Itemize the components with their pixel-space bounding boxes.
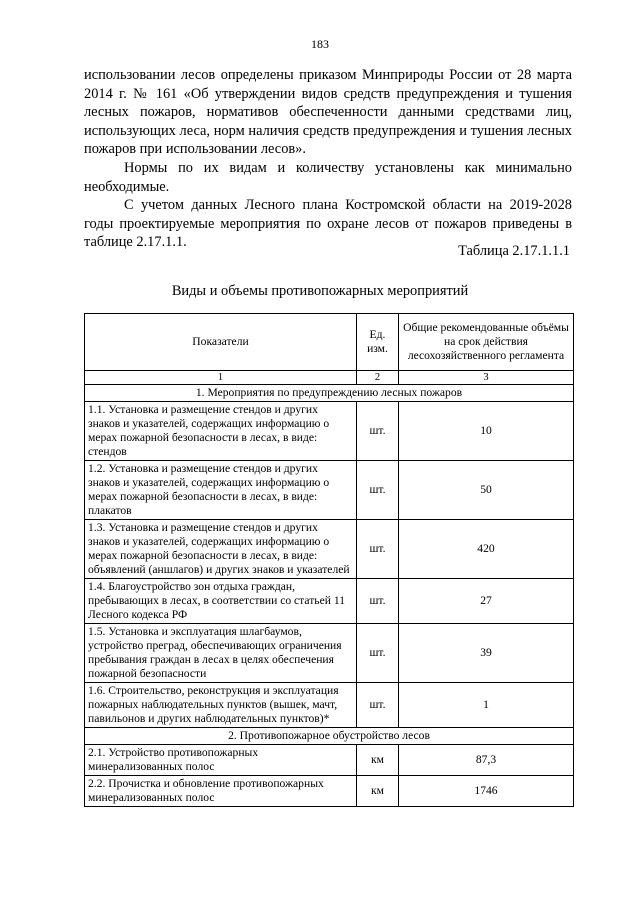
row-value: 1 <box>399 683 574 728</box>
row-value: 50 <box>399 461 574 520</box>
table-row <box>85 683 574 728</box>
table-title: Виды и объемы противопожарных мероприятий <box>171 283 469 299</box>
row-value: 27 <box>399 579 574 624</box>
table-header-row <box>85 314 574 371</box>
row-value: 10 <box>399 402 574 461</box>
section-row <box>85 728 574 745</box>
row-name: 1.2. Установка и размещение стендов и других знаков и указателей, содержащих информацию о мерах пожарной безопасности в лесах, в виде: плакатов <box>85 461 357 520</box>
row-unit: шт. <box>357 683 399 728</box>
table-row <box>85 461 574 520</box>
table-row <box>85 745 574 776</box>
row-unit: шт. <box>357 402 399 461</box>
column-number-row <box>85 371 574 385</box>
column-number: 3 <box>399 371 574 385</box>
row-name: 1.4. Благоустройство зон отдыха граждан, пребывающих в лесах, в соответствии со статьей 11 Лесного кодекса РФ <box>85 579 357 624</box>
header-indicators: Показатели <box>85 314 357 371</box>
section-row <box>85 385 574 402</box>
row-value: 1746 <box>399 776 574 807</box>
table-row <box>85 776 574 807</box>
row-value: 39 <box>399 624 574 683</box>
row-unit: шт. <box>357 579 399 624</box>
column-number: 1 <box>85 371 357 385</box>
row-name: 1.1. Установка и размещение стендов и других знаков и указателей, содержащих информацию о мерах пожарной безопасности в лесах, в виде: стендов <box>85 402 357 461</box>
row-unit: шт. <box>357 461 399 520</box>
section-title: 1. Мероприятия по предупреждению лесных пожаров <box>85 385 574 402</box>
row-name: 1.3. Установка и размещение стендов и других знаков и указателей, содержащих информацию о мерах пожарной безопасности в лесах, в виде: объявлений (аншлагов) и других знаков и указателей <box>85 520 357 579</box>
row-unit: км <box>357 745 399 776</box>
paragraph: использовании лесов определены приказом Минприроды России от 28 марта 2014 г. № 161 «Об утверждении видов средств предупреждения и тушения лесных пожаров, нормативов обеспеченности данными средствами лиц, использующих леса, норм наличия средств предупреждения и тушения лесных пожаров при использовании лесов». <box>84 67 572 158</box>
page-number: 183 <box>311 37 329 51</box>
table-row <box>85 624 574 683</box>
body-text <box>84 66 572 252</box>
row-name: 1.5. Установка и эксплуатация шлагбаумов, устройство преград, обеспечивающих ограничения пребывания граждан в лесах в целях обеспечения пожарной безопасности <box>85 624 357 683</box>
section-title: 2. Противопожарное обустройство лесов <box>85 728 574 745</box>
header-unit: Ед. изм. <box>357 314 399 371</box>
row-unit: км <box>357 776 399 807</box>
table-caption: Таблица 2.17.1.1.1 <box>458 243 570 259</box>
row-unit: шт. <box>357 520 399 579</box>
table-row <box>85 402 574 461</box>
fire-measures-table <box>84 313 574 807</box>
paragraph: Нормы по их видам и количеству установлены как минимально необходимые. <box>84 159 572 195</box>
row-value: 87,3 <box>399 745 574 776</box>
row-unit: шт. <box>357 624 399 683</box>
row-name: 2.2. Прочистка и обновление противопожарных минерализованных полос <box>85 776 357 807</box>
table-row <box>85 520 574 579</box>
row-value: 420 <box>399 520 574 579</box>
row-name: 2.1. Устройство противопожарных минерализованных полос <box>85 745 357 776</box>
paragraph: С учетом данных Лесного плана Костромской области на 2019-2028 годы проектируемые мероприятия по охране лесов от пожаров приведены в таблице 2.17.1.1. <box>84 197 572 251</box>
column-number: 2 <box>357 371 399 385</box>
row-name: 1.6. Строительство, реконструкция и эксплуатация пожарных наблюдательных пунктов (вышек, мачт, павильонов и других наблюдательных пунктов)* <box>85 683 357 728</box>
header-volumes: Общие рекомендованные объёмы на срок действия лесохозяйственного регламента <box>399 314 574 371</box>
table-row <box>85 579 574 624</box>
